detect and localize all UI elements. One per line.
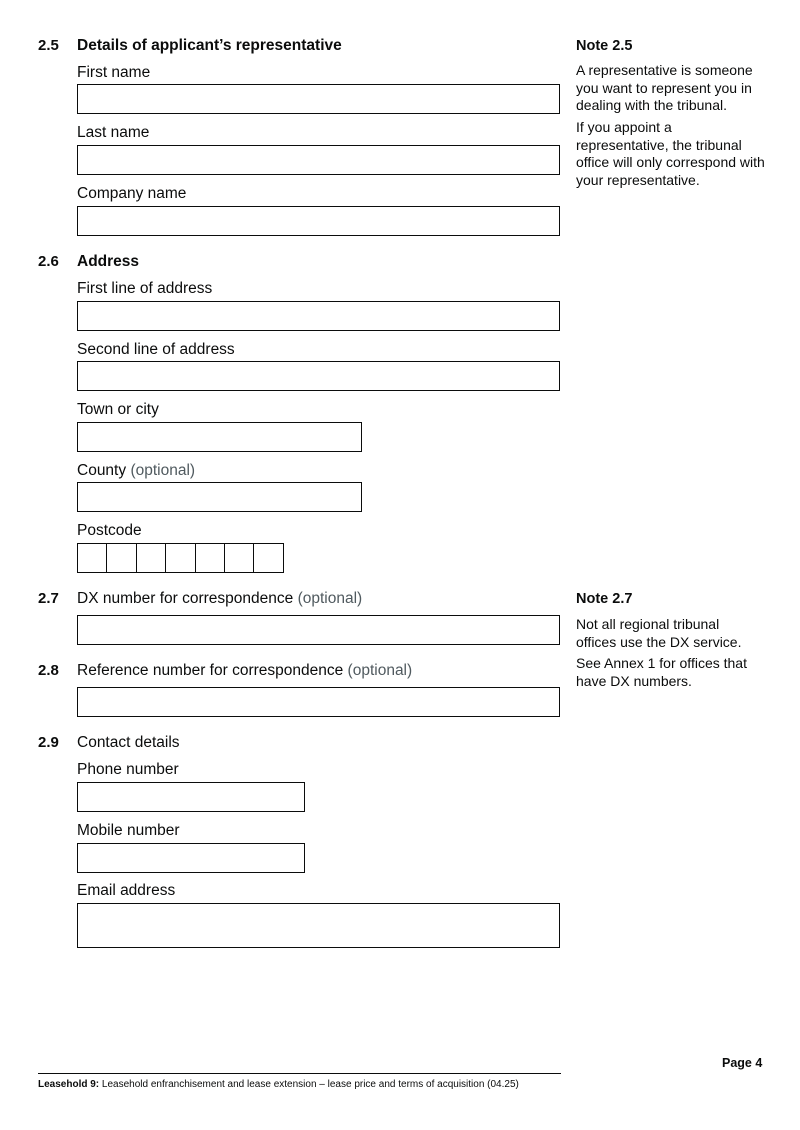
address-line2-label: Second line of address	[77, 341, 235, 358]
footer-description: Leasehold enfranchisement and lease extension – lease price and terms of acquisition (04.25)	[99, 1079, 519, 1090]
mobile-number-label: Mobile number	[77, 822, 180, 839]
dx-number-label	[77, 590, 362, 608]
section-2-6-title: Address	[77, 253, 140, 270]
section-2-5-title: Details of applicant’s representative	[77, 37, 342, 54]
company-name-label: Company name	[77, 185, 187, 202]
last-name-input[interactable]	[77, 145, 560, 175]
address-line1-input[interactable]	[77, 301, 560, 331]
phone-number-label: Phone number	[77, 761, 179, 778]
reference-number-label	[77, 662, 412, 680]
county-optional-text: (optional)	[130, 462, 196, 479]
town-label: Town or city	[77, 401, 159, 418]
page-number: Page 4	[722, 1056, 763, 1070]
postcode-cell[interactable]	[253, 543, 283, 573]
dx-number-optional-text: (optional)	[297, 590, 363, 607]
reference-number-input[interactable]	[77, 687, 560, 717]
reference-number-label-text: Reference number for correspondence	[77, 662, 344, 679]
postcode-cell[interactable]	[195, 543, 225, 573]
reference-number-optional-text: (optional)	[347, 662, 413, 679]
company-name-input[interactable]	[77, 206, 560, 236]
town-input[interactable]	[77, 422, 362, 452]
postcode-cell[interactable]	[106, 543, 136, 573]
postcode-label: Postcode	[77, 522, 142, 539]
postcode-cell[interactable]	[224, 543, 254, 573]
section-2-6-number: 2.6	[38, 253, 59, 270]
address-line2-input[interactable]	[77, 361, 560, 391]
note-2-7-para1: Not all regional tribunal offices use the DX service.	[576, 616, 742, 650]
county-input[interactable]	[77, 482, 362, 512]
first-name-label: First name	[77, 64, 151, 81]
first-name-input[interactable]	[77, 84, 560, 114]
note-2-7-title: Note 2.7	[576, 591, 633, 607]
section-2-8-number: 2.8	[38, 662, 59, 679]
note-2-7-para2: See Annex 1 for offices that have DX numbers.	[576, 655, 747, 689]
footer-divider	[38, 1073, 561, 1074]
phone-number-input[interactable]	[77, 782, 305, 812]
email-address-input[interactable]	[77, 903, 560, 948]
address-line1-label: First line of address	[77, 280, 213, 297]
postcode-cell[interactable]	[165, 543, 195, 573]
postcode-cell[interactable]	[136, 543, 166, 573]
county-label	[77, 462, 195, 480]
county-label-text: County	[77, 462, 127, 479]
postcode-input[interactable]	[77, 543, 283, 573]
note-2-5-title: Note 2.5	[576, 38, 633, 54]
footer-form-name: Leasehold 9:	[38, 1079, 100, 1090]
footer-text	[38, 1079, 519, 1091]
section-2-9-number: 2.9	[38, 734, 59, 751]
mobile-number-input[interactable]	[77, 843, 305, 873]
note-2-5-para1: A representative is someone you want to represent you in dealing with the tribunal.	[576, 62, 753, 113]
contact-details-label: Contact details	[77, 734, 180, 751]
note-2-5-para2: If you appoint a representative, the tribunal office will only correspond with your representative.	[576, 119, 765, 188]
last-name-label: Last name	[77, 124, 150, 141]
dx-number-label-text: DX number for correspondence	[77, 590, 294, 607]
section-2-5-number: 2.5	[38, 37, 59, 54]
postcode-cell[interactable]	[77, 543, 107, 573]
dx-number-input[interactable]	[77, 615, 560, 645]
section-2-7-number: 2.7	[38, 590, 59, 607]
email-address-label: Email address	[77, 882, 176, 899]
